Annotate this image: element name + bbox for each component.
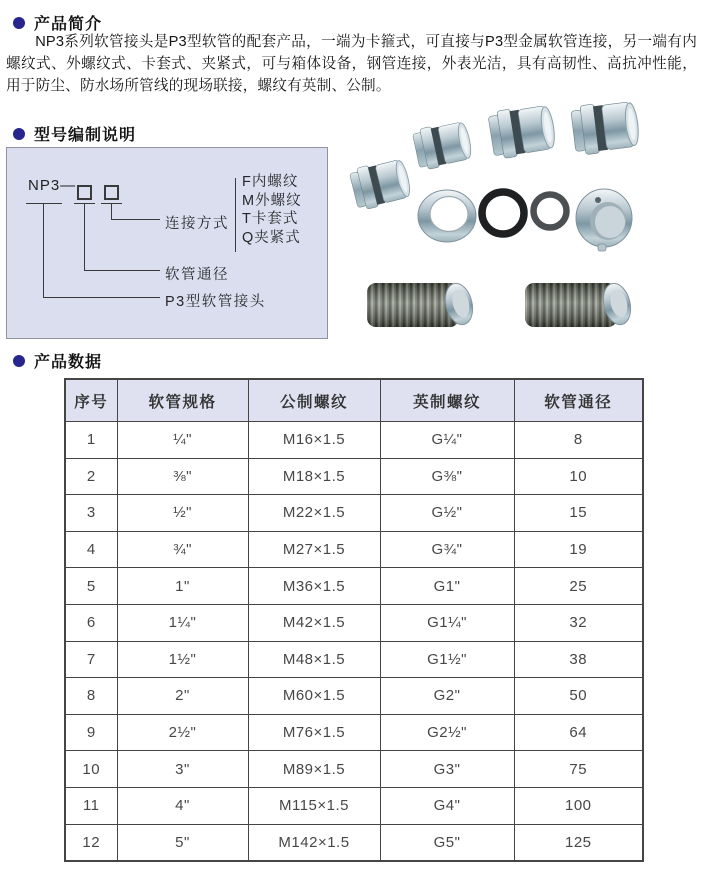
connection-option: Q夹紧式: [242, 229, 301, 246]
section-bullet-icon: [13, 17, 25, 29]
table-cell: G¾": [380, 531, 514, 568]
table-row: [65, 787, 643, 824]
table-cell: 15: [514, 495, 643, 532]
table-row: [65, 824, 643, 861]
table-cell: 5": [117, 824, 248, 861]
intro-paragraph: NP3系列软管接头是P3型软管的配套产品，一端为卡箍式，可直接与P3型金属软管连接，另一端有内螺纹式、外螺纹式、卡套式、夹紧式，可与箱体设备，钢管连接，外表光洁，具有高韧性、高抗冲性能，用于防尘、防水场所管线的现场联接，螺纹有英制、公制。: [6, 34, 697, 94]
digit-box-1: [77, 185, 92, 200]
table-cell: G1½": [380, 641, 514, 678]
table-cell: M42×1.5: [248, 604, 380, 641]
section-bullet-icon: [13, 128, 25, 140]
table-cell: ¼": [117, 422, 248, 459]
col-header-hose-diameter: 软管通径: [514, 379, 643, 422]
hose-photo-1: [367, 280, 477, 327]
col-header-hose-spec: 软管规格: [117, 379, 248, 422]
col-header-imperial-thread: 英制螺纹: [380, 379, 514, 422]
table-row: [65, 531, 643, 568]
product-photos: [340, 78, 703, 333]
section-bullet-icon: [13, 355, 25, 367]
table-cell: 64: [514, 714, 643, 751]
section-title-model-code: 型号编制说明: [34, 127, 137, 144]
series-label: P3型软管接头: [165, 294, 266, 310]
table-row: [65, 751, 643, 788]
table-row: [65, 604, 643, 641]
table-cell: M76×1.5: [248, 714, 380, 751]
table-cell: 5: [65, 568, 117, 605]
table-cell: 1: [65, 422, 117, 459]
connector-photo-4: [570, 99, 640, 156]
table-cell: G1": [380, 568, 514, 605]
table-cell: 50: [514, 678, 643, 715]
connector-photo-1: [349, 157, 413, 212]
table-cell: 8: [514, 422, 643, 459]
digit-box-2: [104, 185, 119, 200]
table-row: [65, 714, 643, 751]
table-cell: M142×1.5: [248, 824, 380, 861]
table-cell: ⅜": [117, 458, 248, 495]
options-bracket-line: [235, 178, 236, 252]
model-code-diagram: [6, 147, 328, 339]
connection-option: M外螺纹: [242, 192, 302, 209]
table-cell: 2: [65, 458, 117, 495]
table-cell: M36×1.5: [248, 568, 380, 605]
section-title-product-data: 产品数据: [34, 354, 103, 371]
table-cell: 10: [65, 751, 117, 788]
section-heading-model-code: [13, 122, 136, 145]
hose-diameter-label: 软管通径: [165, 267, 229, 283]
col-header-index: 序号: [65, 379, 117, 422]
table-cell: M18×1.5: [248, 458, 380, 495]
table-cell: ½": [117, 495, 248, 532]
table-row: [65, 568, 643, 605]
table-cell: 6: [65, 604, 117, 641]
diagram-line: [111, 219, 160, 220]
diagram-line: [111, 204, 112, 220]
table-cell: M27×1.5: [248, 531, 380, 568]
table-cell: 38: [514, 641, 643, 678]
table-cell: M22×1.5: [248, 495, 380, 532]
table-cell: G3": [380, 751, 514, 788]
table-cell: 4": [117, 787, 248, 824]
table-body: [65, 422, 643, 862]
table-cell: 2½": [117, 714, 248, 751]
table-cell: M16×1.5: [248, 422, 380, 459]
table-cell: G¼": [380, 422, 514, 459]
table-cell: 1¼": [117, 604, 248, 641]
connector-photo-2: [412, 119, 474, 171]
table-cell: 100: [514, 787, 643, 824]
table-cell: G2½": [380, 714, 514, 751]
table-cell: 19: [514, 531, 643, 568]
table-cell: 1½": [117, 641, 248, 678]
table-cell: G½": [380, 495, 514, 532]
model-prefix: NP3—: [28, 177, 77, 194]
table-row: [65, 641, 643, 678]
connection-options-list: [242, 175, 302, 246]
table-cell: G⅜": [380, 458, 514, 495]
table-cell: 32: [514, 604, 643, 641]
table-cell: 25: [514, 568, 643, 605]
table-cell: 7: [65, 641, 117, 678]
section-title-intro: 产品简介: [34, 16, 103, 33]
table-cell: 10: [514, 458, 643, 495]
col-header-metric-thread: 公制螺纹: [248, 379, 380, 422]
table-cell: 3: [65, 495, 117, 532]
table-cell: 125: [514, 824, 643, 861]
connection-option: T卡套式: [242, 211, 299, 227]
table-cell: 12: [65, 824, 117, 861]
table-cell: 75: [514, 751, 643, 788]
table-cell: M48×1.5: [248, 641, 380, 678]
underline-prefix: [26, 203, 62, 204]
table-cell: 3": [117, 751, 248, 788]
table-cell: G5": [380, 824, 514, 861]
product-data-table: [64, 378, 644, 862]
table-cell: M60×1.5: [248, 678, 380, 715]
hose-photo-2: [525, 280, 635, 327]
connection-option: F内螺纹: [242, 174, 299, 190]
table-cell: G1¼": [380, 604, 514, 641]
table-row: [65, 495, 643, 532]
table-cell: 11: [65, 787, 117, 824]
diagram-line: [43, 297, 160, 298]
ring-photo-grey-seal: [534, 195, 567, 228]
table-row: [65, 458, 643, 495]
table-header-row: [65, 379, 643, 422]
table-cell: 9: [65, 714, 117, 751]
diagram-line: [84, 204, 85, 271]
table-cell: ¾": [117, 531, 248, 568]
table-row: [65, 678, 643, 715]
ring-photo-threaded-bush: [576, 189, 632, 251]
connector-photo-3: [488, 103, 558, 160]
diagram-line: [43, 204, 44, 298]
table-cell: 1": [117, 568, 248, 605]
diagram-line: [84, 270, 160, 271]
ring-photo-metal-nut: [418, 190, 476, 242]
section-heading-product-data: [13, 349, 102, 372]
table-cell: M89×1.5: [248, 751, 380, 788]
table-cell: M115×1.5: [248, 787, 380, 824]
table-cell: 8: [65, 678, 117, 715]
table-row: [65, 422, 643, 459]
table-cell: 2": [117, 678, 248, 715]
table-cell: G2": [380, 678, 514, 715]
connection-type-label: 连接方式: [165, 216, 229, 232]
table-cell: 4: [65, 531, 117, 568]
ring-photo-rubber-seal: [482, 192, 524, 234]
table-cell: G4": [380, 787, 514, 824]
